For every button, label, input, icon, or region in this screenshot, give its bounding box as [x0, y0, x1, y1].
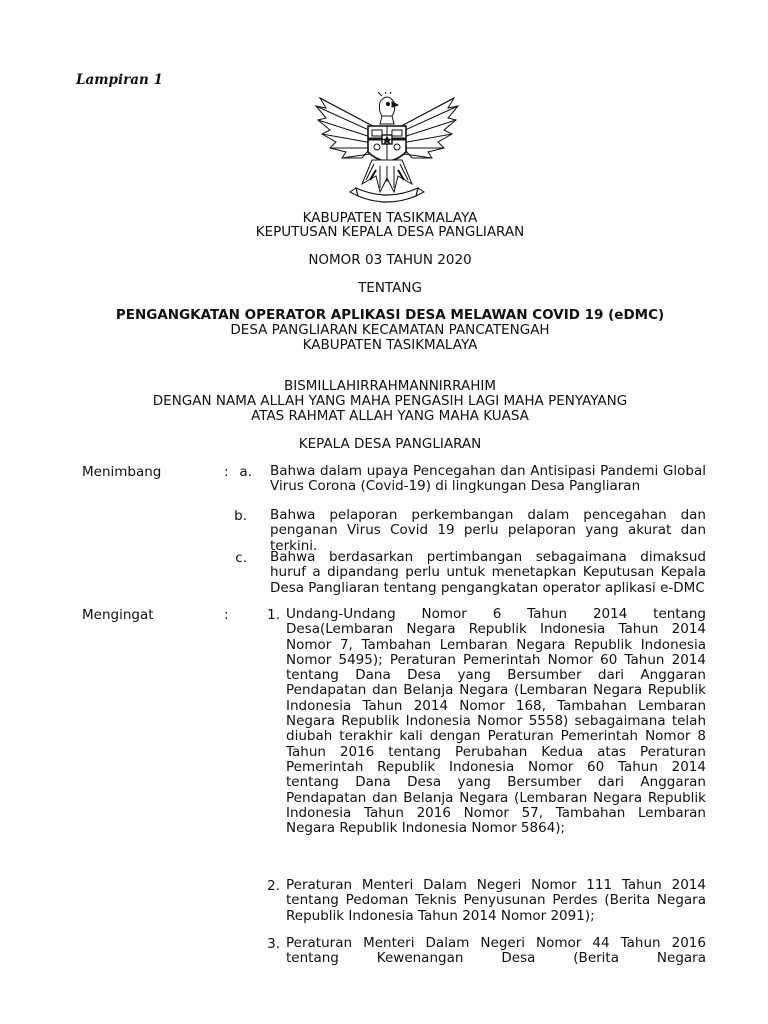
- official-title: KEPALA DESA PANGLIARAN: [298, 436, 482, 452]
- regency-name: KABUPATEN TASIKMALAYA: [302, 210, 478, 226]
- tentang-label: TENTANG: [358, 280, 422, 296]
- mengingat-marker-1: 1.: [267, 607, 280, 623]
- opening-line3: ATAS RAHMAT ALLAH YANG MAHA KUASA: [251, 408, 529, 424]
- menimbang-colon: :: [224, 464, 229, 480]
- mengingat-colon: :: [224, 607, 229, 623]
- menimbang-item-b: Bahwa pelaporan perkembangan dalam pencegahan dan penganan Virus Covid 19 perlu pelaporan yang akurat dan terkini.: [270, 507, 706, 554]
- menimbang-label: Menimbang: [82, 464, 162, 480]
- decree-subject-line2: DESA PANGLIARAN KECAMATAN PANCATENGAH: [230, 322, 550, 338]
- decree-title: KEPUTUSAN KEPALA DESA PANGLIARAN: [255, 224, 525, 240]
- menimbang-marker-c: c.: [235, 550, 247, 566]
- menimbang-marker-b: b.: [234, 508, 247, 524]
- mengingat-label: Mengingat: [82, 607, 154, 623]
- menimbang-item-a: Bahwa dalam upaya Pencegahan dan Antisipasi Pandemi Global Virus Corona (Covid-19) di lingkungan Desa Pangliaran: [270, 463, 706, 495]
- decree-subject-line3: KABUPATEN TASIKMALAYA: [302, 337, 478, 353]
- mengingat-marker-2: 2.: [267, 878, 280, 894]
- opening-line2: DENGAN NAMA ALLAH YANG MAHA PENGASIH LAGI MAHA PENYAYANG: [152, 393, 628, 409]
- decree-subject: PENGANGKATAN OPERATOR APLIKASI DESA MELAWAN COVID 19 (eDMC): [115, 307, 665, 323]
- bismillah: BISMILLAHIRRAHMANNIRRAHIM: [283, 378, 497, 394]
- menimbang-item-c: Bahwa berdasarkan pertimbangan sebagaimana dimaksud huruf a dipandang perlu untuk menetapkan Keputusan Kepala Desa Pangliaran tentang pengangkatan operator aplikasi e-DMC: [270, 549, 706, 596]
- decree-number: NOMOR 03 TAHUN 2020: [308, 252, 472, 268]
- lampiran-label: Lampiran 1: [76, 72, 163, 88]
- garuda-emblem-icon: [312, 92, 462, 204]
- mengingat-item-1: Undang-Undang Nomor 6 Tahun 2014 tentang Desa(Lembaran Negara Republik Indonesia Tahun 2014 Nomor 7, Tambahan Lembaran Negara Republik Indonesia Nomor 5495); Peraturan Pemerintah Nomor 60 Tahun 2014 tentang Dana Desa yang Bersumber dari Anggaran Pendapatan dan Belanja Negara (Lembaran Negara Republik Indonesia Tahun 2014 Nomor 168, Tambahan Lembaran Negara Republik Indonesia Nomor 5558) sebagaimana telah diubah terakhir kali dengan Peraturan Pemerintah Nomor 8 Tahun 2016 tentang Perubahan Kedua atas Peraturan Pemerintah Republik Indonesia Nomor 60 Tahun 2014 tentang Dana Desa yang Bersumber dari Anggaran Pendapatan dan Belanja Negara (Lembaran Negara Republik Indonesia Tahun 2016 Nomor 57, Tambahan Lembaran Negara Republik Indonesia Nomor 5864);: [286, 606, 706, 837]
- mengingat-item-3: Peraturan Menteri Dalam Negeri Nomor 44 Tahun 2016 tentang Kewenangan Desa (Berita Negara: [286, 935, 706, 967]
- mengingat-item-2: Peraturan Menteri Dalam Negeri Nomor 111 Tahun 2014 tentang Pedoman Teknis Penyusunan Perdes (Berita Negara Republik Indonesia Tahun 2014 Nomor 2091);: [286, 877, 706, 924]
- mengingat-marker-3: 3.: [267, 936, 280, 952]
- menimbang-marker-a: a.: [239, 464, 252, 480]
